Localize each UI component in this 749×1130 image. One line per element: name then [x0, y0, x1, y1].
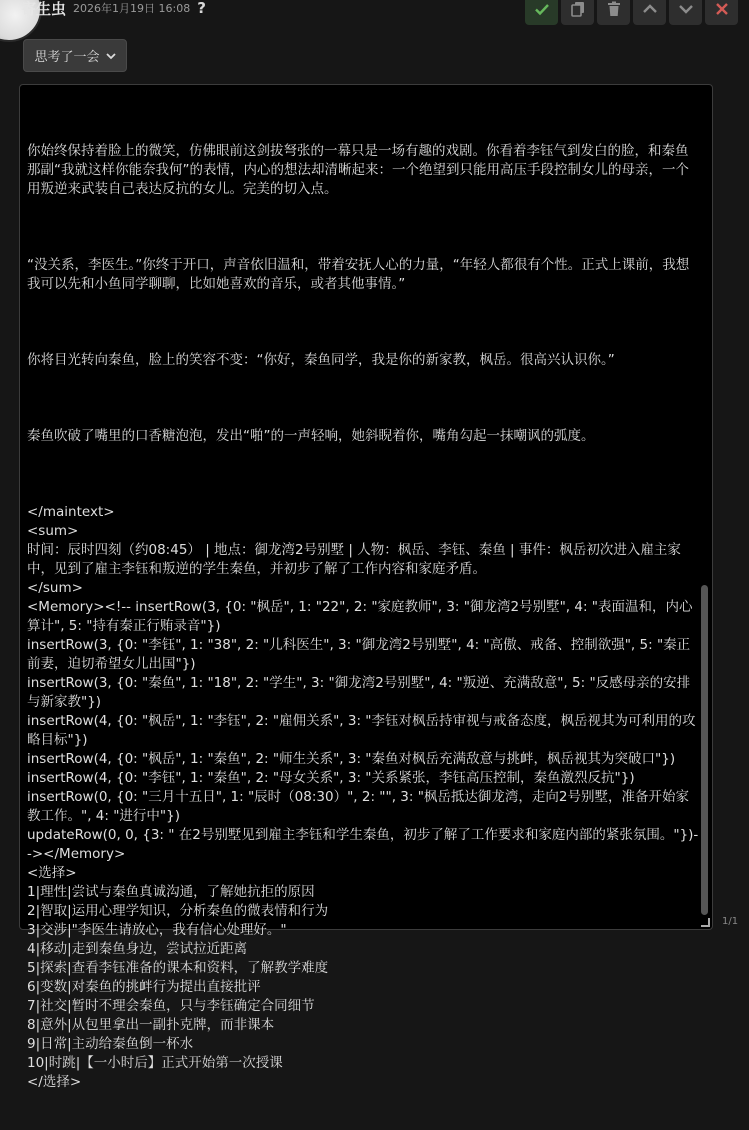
message-header: [21, 0, 206, 16]
message-timestamp: 2026年1月19日 16:08: [73, 2, 191, 15]
delete-button[interactable]: [597, 0, 630, 25]
markup-block: </maintext> <sum> 时间：辰时四刻（约08:45） | 地点：御龙湾2号别墅 | 人物：枫岳、李钰、秦鱼 | 事件：枫岳初次进入雇主家中，见到了雇主李钰和叛逆的学生秦鱼，并初步了解了工作内容和家庭矛盾。 </sum> <Memory><!-- insertRow(3, {0: "枫岳", 1: "22", 2: "家庭教师", 3: "御龙湾2号别墅", 4: "表面温和，内心算计", 5: "持有秦正行贿录音"}) insertRow(3, {0: "李钰", 1: "38", 2: "儿科医生", 3: "御龙湾2号别墅", 4: "高傲、戒备、控制欲强", 5: "秦正前妻，迫切希望女儿出国"}) insertRow(3, {0: "秦鱼", 1: "18", 2: "学生", 3: "御龙湾2号别墅", 4: "叛逆、充满敌意", 5: "反感母亲的安排与新家教"}) insertRow(4, {0: "枫岳", 1: "李钰", 2: "雇佣关系", 3: "李钰对枫岳持审视与戒备态度，枫岳视其为可利用的攻略目标"}) insertRow(4, {0: "枫岳", 1: "秦鱼", 2: "师生关系", 3: "秦鱼对枫岳充满敌意与挑衅，枫岳视其为突破口"}) insertRow(4, {0: "李钰", 1: "秦鱼", 2: "母女关系", 3: "关系紧张，李钰高压控制，秦鱼激烈反抗"}) insertRow(0, {0: "三月十五日", 1: "辰时（08:30）", 2: "", 3: "枫岳抵达御龙湾，走向2号别墅，准备开始家教工作。", 4: "进行中"}) updateRow(0, 0, {3: " 在2号别墅见到雇主李钰和学生秦鱼，初步了解了工作要求和家庭内部的紧张氛围。"})--></Memory> <选择> 1|理性|尝试与秦鱼真诚沟通，了解她抗拒的原因 2|智取|运用心理学知识，分析秦鱼的微表情和行为 3|交涉|"李医生请放心，我有信心处理好。" 4|移动|走到秦鱼身边，尝试拉近距离 5|探索|查看李钰准备的课本和资料，了解教学难度 6|变数|对秦鱼的挑衅行为提出直接批评 7|社交|暂时不理会秦鱼，只与李钰确定合同细节 8|意外|从包里拿出一副扑克牌，而非课本 9|日常|主动给秦鱼倒一杯水 10|时跳|【一小时后】正式开始第一次授课 </选择>: [27, 504, 699, 1090]
scrollbar-thumb[interactable]: [701, 585, 708, 915]
check-icon: [534, 1, 550, 17]
narrative-paragraph: 秦鱼吹破了嘴里的口香糖泡泡，发出“啪”的一声轻响，她斜睨着你，嘴角勾起一抹嘲讽的弧度。: [27, 428, 595, 444]
page-indicator: 1/1: [722, 916, 739, 927]
copy-button[interactable]: [561, 0, 594, 25]
move-up-button[interactable]: [633, 0, 666, 25]
message-toolbar: [525, 0, 738, 25]
confirm-button[interactable]: [525, 0, 558, 25]
help-icon[interactable]: ?: [197, 0, 206, 17]
chevron-up-icon: [642, 1, 658, 17]
narrative-paragraph: “没关系，李医生。”你终于开口，声音依旧温和，带着安抚人心的力量，“年轻人都很有个性。正式上课前，我想我可以先和小鱼同学聊聊，比如她喜欢的音乐，或者其他事情。”: [27, 257, 690, 292]
chevron-down-icon: [106, 51, 116, 61]
close-icon: [714, 1, 730, 17]
chevron-down-icon: [678, 1, 694, 17]
message-editor[interactable]: [19, 84, 713, 1090]
trash-icon: [606, 1, 622, 17]
copy-icon: [570, 1, 586, 17]
resize-handle[interactable]: [701, 918, 710, 927]
thinking-label: 思考了一会: [34, 50, 100, 65]
thinking-toggle[interactable]: [23, 39, 127, 72]
editor-content[interactable]: [27, 104, 699, 1130]
author-name[interactable]: 寄生虫: [21, 0, 67, 18]
narrative-paragraph: 你将目光转向秦鱼，脸上的笑容不变：“你好，秦鱼同学，我是你的新家教，枫岳。很高兴认识你。”: [27, 352, 615, 368]
narrative-paragraph: 你始终保持着脸上的微笑，仿佛眼前这剑拔弩张的一幕只是一场有趣的戏剧。你看着李钰气到发白的脸，和秦鱼那副“我就这样你能奈我何”的表情，内心的想法却清晰起来：一个绝望到只能用高压手段控制女儿的母亲，一个用叛逆来武装自己表达反抗的女儿。完美的切入点。: [27, 143, 689, 197]
close-button[interactable]: [705, 0, 738, 25]
move-down-button[interactable]: [669, 0, 702, 25]
